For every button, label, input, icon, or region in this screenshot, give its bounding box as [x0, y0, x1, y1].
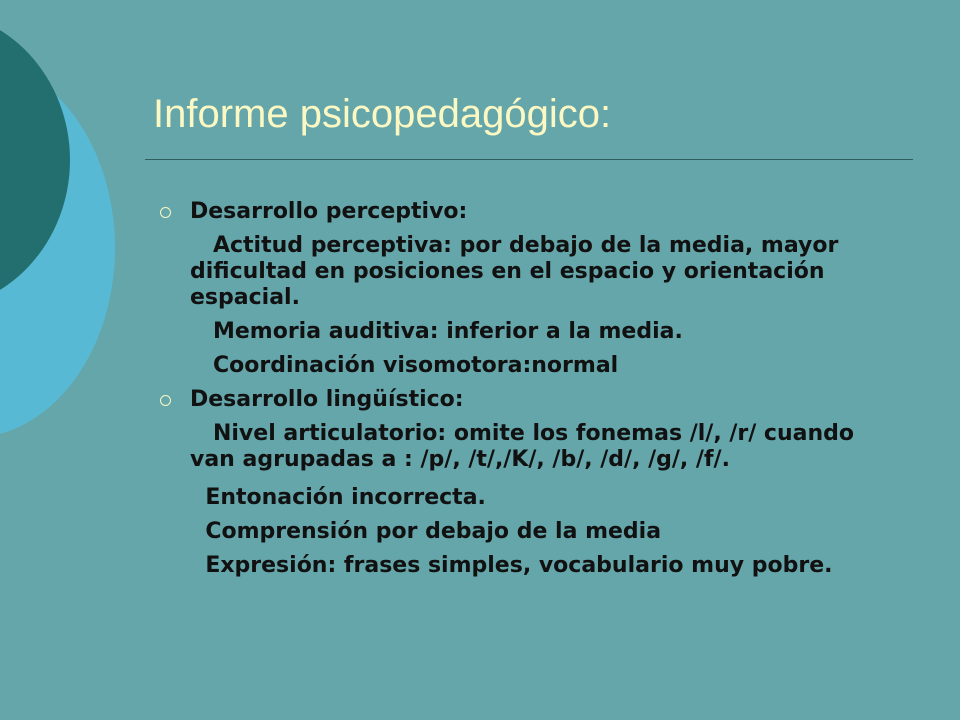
bullet-section-perceptivo [158, 199, 878, 225]
sub-item: Nivel articulatorio: omite los fonemas /l/, /r/ cuando van agrupadas a : /p/, /t/,/K/, /b/, /d/, /g/, /f/. [190, 421, 854, 472]
section-heading: Desarrollo perceptivo: [190, 199, 468, 224]
slide-title: Informe psicopedagógico: [153, 92, 612, 136]
bullet-section-linguistico [158, 387, 878, 413]
sub-item: Expresión: frases simples, vocabulario muy pobre. [190, 553, 833, 578]
sub-item: Actitud perceptiva: por debajo de la media, mayor dificultad en posiciones en el espacio y orientación espacial. [190, 233, 839, 310]
section-heading: Desarrollo lingüístico: [190, 387, 464, 412]
sub-item: Comprensión por debajo de la media [190, 519, 662, 544]
sub-item: Memoria auditiva: inferior a la media. [190, 319, 683, 344]
sub-item: Coordinación visomotora:normal [190, 353, 619, 378]
sub-item: Entonación incorrecta. [190, 485, 486, 510]
bullet-circle-icon [160, 207, 171, 218]
bullet-circle-icon [160, 395, 171, 406]
slide-body [158, 199, 878, 579]
title-divider [145, 159, 913, 160]
